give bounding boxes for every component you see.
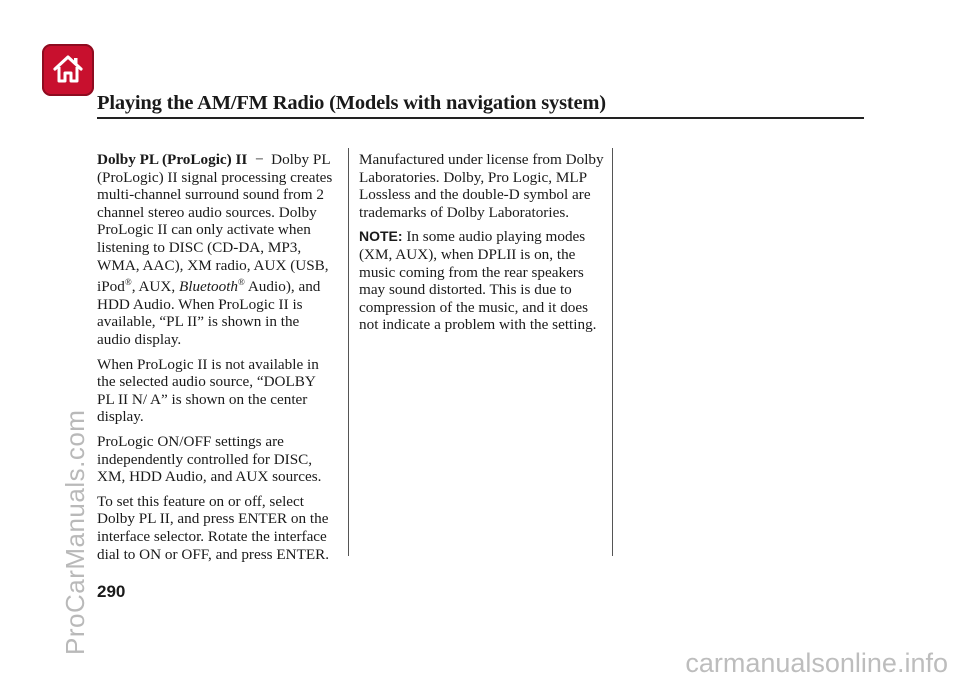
side-watermark: ProCarManuals.com — [60, 409, 90, 655]
dolby-pl-text-b: , AUX, — [131, 278, 179, 296]
home-button[interactable] — [42, 44, 94, 96]
page-number: 290 — [97, 582, 126, 601]
bottom-watermark: carmanualsonline.info — [685, 648, 948, 678]
dolby-pl-text-c: Audio), and HDD Audio. When ProLogic II is available, “PL II” is shown in the audio display. — [97, 278, 321, 348]
registered-mark: ® — [238, 277, 245, 288]
note-label: NOTE: — [359, 228, 403, 245]
registered-mark: ® — [124, 277, 132, 288]
dolby-pl-text-a: Dolby PL (ProLogic) II signal processing creates multi-channel surround sound from 2 channel stereo audio sources. Dolby ProLogic II can only activate when listening to DISC (CD-DA, MP3, WMA, AAC), XM radio, AUX (USB, iPod — [97, 151, 333, 296]
bluetooth-text: Bluetooth — [178, 278, 239, 296]
left-column — [97, 151, 335, 570]
paragraph-not-available: When ProLogic II is not available in the selected audio source, “DOLBY PL II N/ A” is shown on the center display. — [97, 355, 319, 426]
note-text: In some audio playing modes (XM, AUX), when DPLII is on, the music coming from the rear speakers may sound distorted. This is due to compression of the music, and it does not indicate a problem with the setting. — [359, 228, 597, 334]
header-divider — [97, 117, 864, 119]
house-icon — [50, 51, 86, 87]
column-divider-right — [612, 148, 613, 556]
paragraph-dolby-pl — [97, 151, 335, 349]
paragraph-license: Manufactured under license from Dolby Laboratories. Dolby, Pro Logic, MLP Lossless and the double-D symbol are trademarks of Dolby Laboratories. — [359, 151, 604, 221]
middle-column — [359, 151, 605, 341]
page-title: Playing the AM/FM Radio (Models with navigation system) — [97, 92, 606, 114]
paragraph-note — [359, 228, 605, 334]
paragraph-settings: ProLogic ON/OFF settings are independently controlled for DISC, XM, HDD Audio, and AUX sources. — [97, 432, 322, 486]
term-dolby-pl: Dolby PL (ProLogic) II — [97, 151, 248, 168]
term-dash: − — [254, 151, 264, 168]
column-divider-left — [348, 148, 349, 556]
paragraph-how-to-set: To set this feature on or off, select Dolby PL II, and press ENTER on the interface selector. Rotate the interface dial to ON or OFF, and press ENTER. — [97, 492, 330, 563]
